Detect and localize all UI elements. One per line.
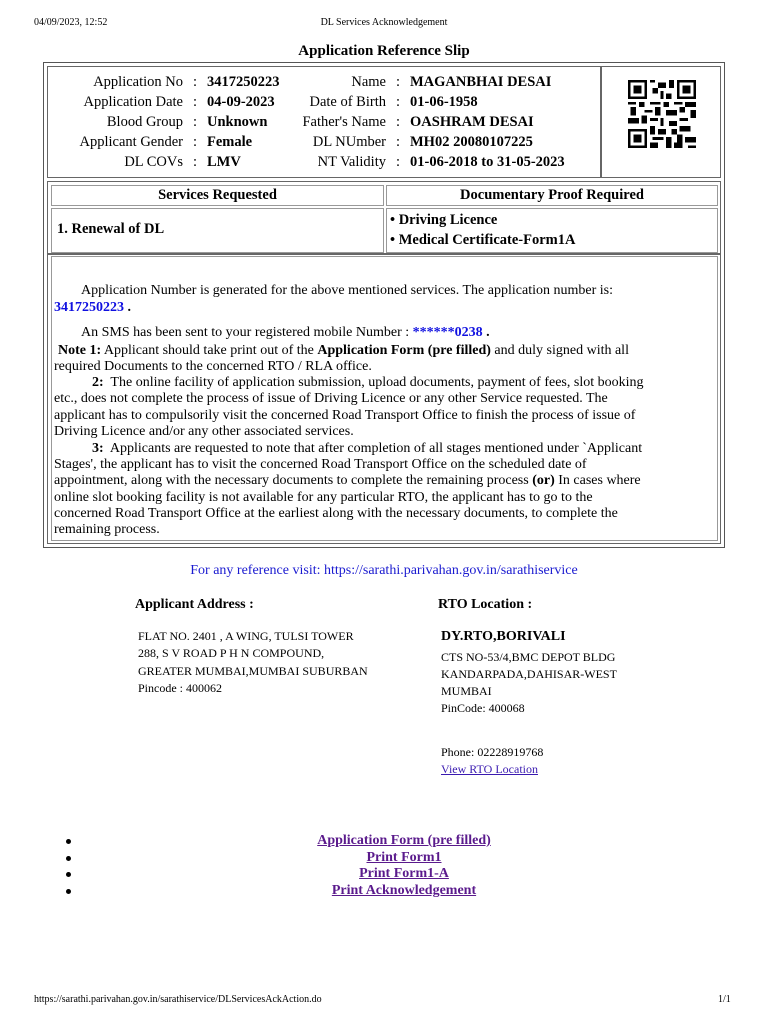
print-form1a-link — [0, 866, 768, 882]
mobile-number: ******0238 — [412, 325, 483, 340]
view-rto-location-link[interactable]: View RTO Location — [441, 762, 538, 776]
reference-link-text: For any reference visit: https://sarathi.parivahan.gov.in/sarathiservice — [190, 563, 578, 578]
info-label: Blood Group — [106, 114, 183, 130]
note1-text-b: and duly signed with all — [494, 343, 629, 358]
applicant-address-line: 288, S V ROAD P H N COMPOUND, — [138, 646, 325, 660]
info-colon: : — [396, 114, 401, 130]
info-colon: : — [193, 114, 198, 130]
rto-name: DY.RTO,BORIVALI — [441, 629, 566, 644]
info-colon: : — [396, 74, 401, 90]
app-number-value: 3417250223 — [54, 300, 124, 315]
info-label: Name — [351, 74, 386, 90]
info-label: Applicant Gender — [79, 134, 183, 150]
note3-line6: remaining process. — [54, 522, 160, 537]
info-colon: : — [193, 134, 198, 150]
print-form1-link — [0, 850, 768, 866]
info-value: Unknown — [207, 114, 268, 130]
info-label: Application Date — [83, 94, 183, 110]
print-page-title: DL Services Acknowledgement — [320, 17, 448, 28]
note2-line2: etc., does not complete the process of issue of Driving Licence or any other Service requested. The — [54, 391, 608, 406]
info-value: LMV — [207, 154, 241, 170]
applicant-address-line: FLAT NO. 2401 , A WING, TULSI TOWER — [138, 629, 354, 643]
info-value: MAGANBHAI DESAI — [410, 74, 552, 90]
info-value: 3417250223 — [207, 74, 280, 90]
info-value: 01-06-2018 to 31-05-2023 — [410, 154, 565, 170]
info-label: Application No — [93, 74, 183, 90]
print-form1-link-text[interactable]: Print Form1 — [366, 850, 442, 865]
application-form-link-text[interactable]: Application Form (pre filled) — [317, 833, 491, 848]
rto-address-line: MUMBAI — [441, 684, 492, 698]
qr-code-icon — [627, 80, 697, 148]
info-value: Female — [207, 134, 253, 150]
note2-label: 2: — [92, 375, 104, 390]
info-value: 04-09-2023 — [207, 94, 275, 110]
print-page-number: 1/1 — [718, 994, 731, 1005]
proof-item: • Medical Certificate-Form1A — [390, 232, 576, 248]
info-value: OASHRAM DESAI — [410, 114, 534, 130]
note3-line1: Applicants are requested to note that after completion of all stages mentioned under `Applicant — [109, 441, 643, 456]
info-value: MH02 20080107225 — [410, 134, 533, 150]
print-acknowledgement-link — [0, 883, 768, 899]
applicant-pincode: Pincode : 400062 — [138, 681, 222, 695]
note3-line3a: appointment, along with the necessary documents to complete the remaining process — [54, 473, 529, 488]
note2-line1: The online facility of application submission, upload documents, payment of fees, slot booking — [110, 375, 644, 390]
applicant-address-line: GREATER MUMBAI,MUMBAI SUBURBAN — [138, 664, 368, 678]
note2-line3: applicant has to compulsorily visit the concerned Road Transport Office to finish the process of issue of — [54, 408, 636, 423]
note1-bold: Application Form (pre filled) — [317, 343, 491, 358]
note3-or: (or) — [532, 473, 555, 488]
applicant-address-heading: Applicant Address : — [135, 597, 254, 612]
period: . — [127, 300, 131, 315]
info-colon: : — [396, 94, 401, 110]
info-colon: : — [396, 154, 401, 170]
print-acknowledgement-link-text[interactable]: Print Acknowledgement — [331, 883, 477, 898]
note2-line4: Driving Licence and/or any other associated services. — [54, 424, 354, 439]
sms-text: An SMS has been sent to your registered mobile Number : — [81, 325, 410, 340]
print-footer-url: https://sarathi.parivahan.gov.in/sarathiservice/DLServicesAckAction.do — [34, 994, 322, 1005]
app-number-text: Application Number is generated for the above mentioned services. The application number is: — [81, 283, 613, 298]
note1-text-a: Applicant should take print out of the — [103, 343, 314, 358]
rto-address-line: CTS NO-53/4,BMC DEPOT BLDG — [441, 650, 616, 664]
rto-pincode: PinCode: 400068 — [441, 701, 525, 715]
note1-label: Note 1: — [58, 343, 102, 358]
info-label: NT Validity — [317, 154, 386, 170]
application-form-link — [0, 833, 768, 849]
period: . — [486, 325, 490, 340]
print-datetime: 04/09/2023, 12:52 — [34, 17, 108, 28]
service-item: 1. Renewal of DL — [57, 221, 165, 237]
rto-address-line: KANDARPADA,DAHISAR-WEST — [441, 667, 617, 681]
info-colon: : — [193, 154, 198, 170]
note3-line5: concerned Road Transport Office at the earliest along with the necessary documents, to complete the — [54, 506, 618, 521]
rto-location-heading: RTO Location : — [438, 597, 533, 612]
services-requested-header: Services Requested — [158, 187, 277, 203]
slip-title: Application Reference Slip — [298, 43, 470, 59]
info-label: Father's Name — [302, 114, 386, 130]
rto-phone: Phone: 02228919768 — [441, 745, 544, 759]
info-value: 01-06-1958 — [410, 94, 478, 110]
info-colon: : — [396, 134, 401, 150]
note1-text-c: required Documents to the concerned RTO / RLA office. — [54, 359, 372, 374]
info-label: DL NUmber — [312, 134, 386, 150]
print-form1a-link-text[interactable]: Print Form1-A — [359, 866, 449, 881]
proof-item: • Driving Licence — [390, 212, 498, 228]
documentary-proof-header: Documentary Proof Required — [460, 187, 644, 203]
info-label: DL COVs — [124, 154, 183, 170]
note3-line2: Stages', the applicant has to visit the concerned Road Transport Office on the scheduled date of — [54, 457, 587, 472]
info-colon: : — [193, 94, 198, 110]
info-label: Date of Birth — [309, 94, 386, 110]
info-colon: : — [193, 74, 198, 90]
note3-line3b: In cases where — [558, 473, 641, 488]
note3-label: 3: — [92, 441, 104, 456]
note3-line4: online slot booking facility is not available for any particular RTO, the applicant has to go to the — [54, 490, 593, 505]
